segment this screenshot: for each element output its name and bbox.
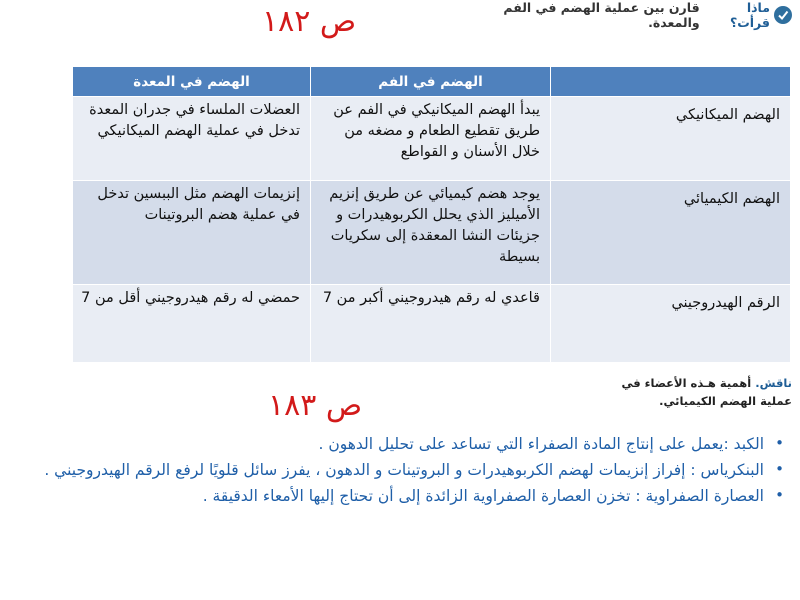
table-row xyxy=(73,97,791,181)
page-reference-182: ص ١٨٢ xyxy=(262,4,357,39)
list-item xyxy=(26,458,786,482)
list-item-text: العصارة الصفراوية : تخزن العصارة الصفراوية الزائدة إلى أن تحتاج إليها الأمعاء الدقيقة . xyxy=(202,487,764,506)
cell-stomach-ph: حمضي له رقم هيدروجيني أقل من 7 xyxy=(73,285,311,363)
question-line xyxy=(452,2,792,28)
bullet-icon: • xyxy=(775,434,784,452)
cell-stomach-mechanical: العضلات الملساء في جدران المعدة تدخل في عملية الهضم الميكانيكي xyxy=(73,97,311,181)
discuss-label: ناقش. xyxy=(755,376,792,390)
organ-importance-list xyxy=(26,432,786,510)
header-stomach: الهضم في المعدة xyxy=(73,67,311,97)
row-label-ph: الرقم الهيدروجيني xyxy=(551,285,791,363)
list-item xyxy=(26,432,786,456)
digestion-comparison-table xyxy=(72,66,791,363)
table-row xyxy=(73,181,791,285)
bullet-icon: • xyxy=(775,486,784,505)
cell-mouth-ph: قاعدي له رقم هيدروجيني أكبر من 7 xyxy=(311,285,551,363)
discuss-caption xyxy=(602,374,792,411)
row-label-mechanical: الهضم الميكانيكي xyxy=(551,97,791,181)
row-label-chemical: الهضم الكيميائي xyxy=(551,181,791,285)
list-item-text: البنكرياس : إفراز إنزيمات لهضم الكربوهيدرات و البروتينات و الدهون ، يفرز سائل قلويًا لرفع الرقم الهيدروجيني . xyxy=(44,461,764,480)
header-empty xyxy=(551,67,791,97)
check-icon xyxy=(774,6,792,24)
table-header-row xyxy=(73,67,791,97)
cell-mouth-mechanical: يبدأ الهضم الميكانيكي في الفم عن طريق تقطيع الطعام و مضغه من خلال الأسنان و القواطع xyxy=(311,97,551,181)
table-row xyxy=(73,285,791,363)
list-item-text: الكبد :يعمل على إنتاج المادة الصفراء التي تساعد على تحليل الدهون . xyxy=(318,435,764,453)
header-mouth: الهضم في الفم xyxy=(311,67,551,97)
page-reference-183: ص ١٨٣ xyxy=(268,388,363,423)
bullet-icon: • xyxy=(775,460,784,479)
question-label: ماذا قرأت؟ xyxy=(729,0,770,30)
discuss-text: أهمية هـذه الأعضاء في عملية الهضم الكيميائي. xyxy=(621,376,792,409)
cell-stomach-chemical: إنزيمات الهضم مثل الببسين تدخل في عملية هضم البروتينات xyxy=(73,181,311,285)
question-text: قارن بين عملية الهضم في الفم والمعدة. xyxy=(503,0,700,30)
list-item xyxy=(26,484,786,508)
cell-mouth-chemical: يوجد هضم كيميائي عن طريق إنزيم الأميليز الذي يحلل الكربوهيدرات و جزيئات النشا المعقدة إلى سكريات بسيطة xyxy=(311,181,551,285)
